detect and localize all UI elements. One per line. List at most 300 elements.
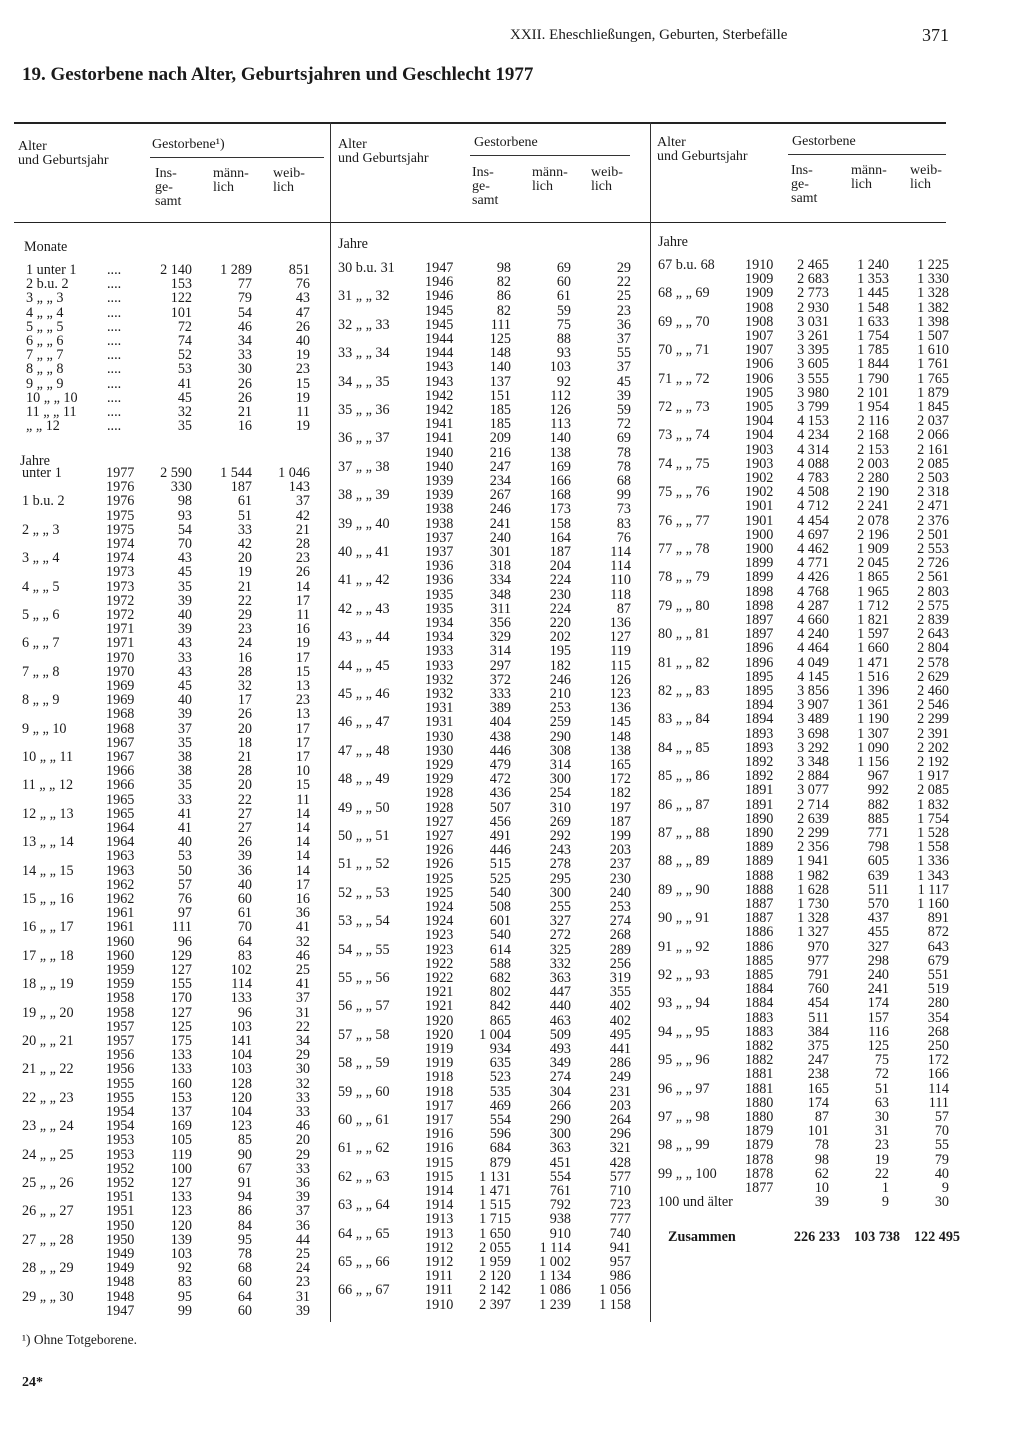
weiblich-cell: 1 558 [917,839,949,856]
weiblich-cell: 127 [609,629,631,646]
insgesamt-cell: 2 120 [479,1268,511,1285]
maennlich-cell: 19 [874,1151,889,1168]
birth-year-cell: 1906 [745,356,774,373]
maennlich-cell: 75 [874,1052,889,1069]
weiblich-cell: 203 [609,842,631,859]
birth-year-cell: 1932 [425,686,454,702]
maennlich-cell: 440 [549,998,571,1015]
age-cell: 15 „ „ 16 [22,891,74,907]
insgesamt-cell: 151 [489,387,511,404]
birth-year-cell: 1949 [106,1246,135,1262]
weiblich-cell: 1 507 [917,328,949,344]
insgesamt-cell: 1 941 [797,853,829,870]
weiblich-cell: 13 [295,678,310,694]
insgesamt-cell: 970 [807,938,829,955]
maennlich-cell: 29 [237,607,252,623]
weiblich-cell: 32 [295,933,310,950]
birth-year-cell: 1923 [425,941,454,958]
age-cell: 24 „ „ 25 [22,1146,74,1163]
weiblich-cell: 10 [295,763,310,780]
weiblich-cell: 19 [295,635,310,652]
birth-year-cell: 1948 [106,1288,135,1305]
insgesamt-cell: 446 [489,742,511,759]
maennlich-cell: 463 [549,1012,571,1029]
maennlich-cell: 158 [549,515,571,532]
insgesamt-cell: 535 [489,1083,511,1100]
weiblich-cell: 1 330 [917,271,949,288]
weiblich-cell: 11 [296,607,310,623]
leader-dots: .... [107,361,122,378]
weiblich-cell: 1 761 [917,356,949,373]
birth-year-cell: 1919 [425,1041,454,1057]
weiblich-cell: 39 [295,1189,310,1206]
insgesamt-cell: 614 [489,941,511,958]
maennlich-cell: 64 [237,1288,252,1305]
maennlich-cell: 26 [237,834,252,851]
sheet-signature: 24* [22,1375,43,1390]
age-cell: 84 „ „ 85 [658,739,710,756]
weiblich-cell: 37 [616,359,631,376]
weiblich-cell: 2 471 [917,498,949,515]
maennlich-cell: 269 [549,813,571,830]
age-cell: 31 „ „ 32 [338,288,390,305]
insgesamt-cell: 33 [177,649,192,666]
section-label-jahre: Jahre [20,453,50,469]
table-title: 19. Gestorbene nach Alter, Geburtsjahren und Geschlecht 1977 [22,64,534,85]
insgesamt-cell: 334 [489,572,511,589]
birth-year-cell: 1908 [745,299,774,316]
birth-year-cell: 1886 [745,938,774,955]
weiblich-cell: 203 [609,1097,631,1114]
maennlich-cell: 885 [867,810,889,827]
age-cell: „ „ 12 [26,418,60,435]
weiblich-cell: 36 [295,1175,310,1191]
weiblich-cell: 1 336 [917,853,949,870]
maennlich-cell: 33 [237,521,252,538]
insgesamt-cell: 78 [814,1137,829,1154]
age-cell: 21 „ „ 22 [22,1061,74,1078]
birth-year-cell: 1959 [106,976,135,993]
birth-year-cell: 1945 [425,302,454,319]
insgesamt-cell: 4 712 [797,498,829,515]
insgesamt-cell: 45 [177,564,192,581]
age-cell: 26 „ „ 27 [22,1203,74,1220]
insgesamt-cell: 125 [170,1018,192,1035]
maennlich-cell: 103 [230,1018,252,1035]
maennlich-cell: 84 [237,1217,252,1234]
insgesamt-cell: 41 [177,820,192,836]
birth-year-cell: 1971 [106,635,135,652]
insgesamt-cell: 3 856 [797,683,829,699]
weiblich-cell: 37 [295,493,310,510]
birth-year-cell: 1899 [745,555,774,572]
weiblich-cell: 2 575 [917,597,949,614]
weiblich-cell: 551 [927,967,949,983]
insgesamt-cell: 356 [489,615,511,631]
birth-year-cell: 1913 [425,1211,454,1228]
birth-year-cell: 1913 [425,1225,454,1242]
insgesamt-cell: 865 [489,1012,511,1029]
birth-year-cell: 1969 [106,692,135,709]
maennlich-cell: 2 003 [857,455,889,472]
header-age-label: Alter und Geburtsjahr [18,139,109,168]
age-cell: 99 „ „ 100 [658,1165,717,1182]
birth-year-cell: 1904 [745,413,774,430]
insgesamt-cell: 38 [177,763,192,780]
weiblich-cell: 22 [616,274,631,291]
age-cell: 57 „ „ 58 [338,1026,390,1043]
birth-year-cell: 1974 [106,536,135,552]
maennlich-cell: 798 [867,839,889,856]
birth-year-cell: 1887 [745,896,774,912]
insgesamt-cell: 99 [177,1302,192,1319]
maennlich-cell: 88 [556,331,571,347]
maennlich-cell: 1 790 [857,370,889,387]
weiblich-cell: 143 [288,479,310,496]
age-cell: 32 „ „ 33 [338,316,390,333]
age-cell: 12 „ „ 13 [22,805,74,822]
weiblich-cell: 1 754 [917,810,949,827]
insgesamt-cell: 2 714 [797,796,829,813]
birth-year-cell: 1893 [745,725,774,742]
maennlich-cell: 42 [237,536,252,552]
maennlich-cell: 224 [549,600,571,617]
maennlich-cell: 1 821 [857,612,889,628]
birth-year-cell: 1954 [106,1104,135,1120]
insgesamt-cell: 1 004 [479,1026,511,1043]
birth-year-cell: 1917 [425,1112,454,1128]
insgesamt-cell: 4 697 [797,526,829,543]
age-cell: 40 „ „ 41 [338,544,390,560]
insgesamt-cell: 1 730 [797,896,829,912]
age-cell: 83 „ „ 84 [658,711,710,728]
weiblich-cell: 22 [295,1018,310,1035]
maennlich-cell: 259 [549,714,571,731]
birth-year-cell: 1890 [745,810,774,827]
running-header [0,27,1024,57]
maennlich-cell: 1 785 [857,342,889,359]
weiblich-cell: 1 528 [917,825,949,841]
maennlich-cell: 182 [549,657,571,674]
insgesamt-cell: 39 [814,1194,829,1211]
header-insgesamt: Ins- ge- samt [472,165,499,208]
weiblich-cell: 2 318 [917,484,949,501]
maennlich-cell: 967 [867,768,889,785]
insgesamt-cell: 1 959 [479,1254,511,1270]
maennlich-cell: 16 [237,418,252,435]
insgesamt-cell: 1 515 [479,1197,511,1214]
age-cell: 65 „ „ 66 [338,1254,390,1270]
birth-year-cell: 1940 [425,458,454,475]
maennlich-cell: 102 [230,962,252,978]
weiblich-cell: 45 [616,373,631,390]
maennlich-cell: 363 [549,1140,571,1157]
insgesamt-cell: 62 [814,1165,829,1182]
insgesamt-cell: 842 [489,998,511,1015]
age-cell: 90 „ „ 91 [658,910,710,927]
birth-year-cell: 1969 [106,678,135,694]
weiblich-cell: 17 [295,592,310,609]
birth-year-cell: 1931 [425,700,454,717]
birth-year-cell: 1942 [425,402,454,418]
birth-year-cell: 1959 [106,962,135,978]
leader-dots: .... [107,347,122,364]
birth-year-cell: 1907 [745,328,774,344]
birth-year-cell: 1946 [425,288,454,305]
insgesamt-cell: 3 489 [797,711,829,728]
age-cell: 8 „ „ 8 [26,361,64,378]
weiblich-cell: 33 [295,1160,310,1177]
weiblich-cell: 495 [609,1026,631,1043]
insgesamt-cell: 2 356 [797,839,829,856]
table-header-rule [14,222,946,223]
maennlich-cell: 27 [237,805,252,822]
insgesamt-cell: 314 [489,643,511,660]
header-age-label: Alter und Geburtsjahr [338,137,429,166]
insgesamt-cell: 92 [177,1260,192,1277]
age-cell: 13 „ „ 14 [22,834,74,851]
weiblich-cell: 79 [934,1151,949,1168]
maennlich-cell: 28 [237,663,252,680]
weiblich-cell: 59 [616,402,631,418]
age-cell: 30 b.u. 31 [338,260,395,276]
birth-year-cell: 1943 [425,373,454,390]
maennlich-cell: 60 [237,891,252,907]
table-top-rule [14,122,946,124]
insgesamt-cell: 2 142 [479,1282,511,1299]
weiblich-cell: 148 [609,728,631,745]
birth-year-cell: 1895 [745,683,774,699]
maennlich-cell: 2 045 [857,555,889,572]
weiblich-cell: 2 192 [917,754,949,770]
birth-year-cell: 1933 [425,643,454,660]
age-cell: 69 „ „ 70 [658,313,710,330]
weiblich-cell: 14 [295,805,310,822]
insgesamt-cell: 348 [489,586,511,603]
maennlich-cell: 1 [881,1180,889,1196]
weiblich-cell: 402 [609,1012,631,1029]
weiblich-cell: 2 161 [917,441,949,458]
weiblich-cell: 28 [295,536,310,552]
weiblich-cell: 723 [609,1197,631,1214]
insgesamt-cell: 45 [177,678,192,694]
maennlich-cell: 447 [549,984,571,1001]
birth-year-cell: 1968 [106,706,135,723]
birth-year-cell: 1951 [106,1203,135,1220]
insgesamt-cell: 3 261 [797,328,829,344]
birth-year-cell: 1897 [745,626,774,643]
maennlich-cell: 22 [237,592,252,609]
birth-year-cell: 1905 [745,399,774,415]
insgesamt-cell: 35 [177,734,192,751]
maennlich-cell: 1 156 [857,754,889,770]
age-cell: 95 „ „ 96 [658,1052,710,1069]
weiblich-cell: 2 803 [917,583,949,600]
weiblich-cell: 2 037 [917,413,949,430]
insgesamt-cell: 35 [177,578,192,595]
birth-year-cell: 1901 [745,498,774,515]
insgesamt-cell: 802 [489,984,511,1001]
weiblich-cell: 199 [609,828,631,844]
insgesamt-cell: 3 031 [797,313,829,330]
age-cell: 17 „ „ 18 [22,947,74,964]
birth-year-cell: 1895 [745,668,774,685]
maennlich-cell: 292 [549,828,571,844]
birth-year-cell: 1958 [106,1004,135,1021]
maennlich-cell: 204 [549,558,571,575]
birth-year-cell: 1891 [745,782,774,799]
insgesamt-cell: 97 [177,905,192,922]
leader-dots: .... [107,375,122,392]
insgesamt-cell: 170 [170,990,192,1007]
birth-year-cell: 1924 [425,899,454,915]
maennlich-cell: 300 [549,771,571,788]
insgesamt-cell: 635 [489,1055,511,1072]
birth-year-cell: 1888 [745,867,774,884]
insgesamt-cell: 3 077 [797,782,829,799]
weiblich-cell: 319 [609,970,631,986]
maennlich-cell: 60 [237,1302,252,1319]
birth-year-cell: 1935 [425,586,454,603]
maennlich-cell: 2 101 [857,384,889,401]
birth-year-cell: 1886 [745,924,774,941]
weiblich-cell: 114 [610,544,631,560]
weiblich-cell: 37 [295,990,310,1007]
weiblich-cell: 29 [616,260,631,276]
weiblich-cell: 182 [609,785,631,802]
age-cell: 1 unter 1 [26,262,77,278]
maennlich-cell: 314 [549,757,571,773]
maennlich-cell: 18 [237,734,252,751]
insgesamt-cell: 123 [170,1203,192,1220]
insgesamt-cell: 554 [489,1112,511,1128]
weiblich-cell: 1 343 [917,867,949,884]
age-cell: 2 b.u. 2 [26,276,69,293]
birth-year-cell: 1880 [745,1109,774,1125]
weiblich-cell: 2 376 [917,512,949,529]
weiblich-cell: 72 [616,416,631,433]
insgesamt-cell: 684 [489,1140,511,1157]
insgesamt-cell: 318 [489,558,511,575]
weiblich-cell: 957 [609,1254,631,1270]
age-cell: 7 „ „ 8 [22,663,60,680]
insgesamt-cell: 3 980 [797,384,829,401]
age-cell: 33 „ „ 34 [338,345,390,362]
age-cell: 80 „ „ 81 [658,626,710,643]
birth-year-cell: 1920 [425,1026,454,1043]
insgesamt-cell: 469 [489,1097,511,1114]
birth-year-cell: 1906 [745,370,774,387]
weiblich-cell: 197 [609,799,631,816]
total-label: Zusammen [668,1229,736,1245]
maennlich-cell: 220 [549,615,571,631]
maennlich-cell: 1 353 [857,271,889,288]
maennlich-cell: 771 [867,825,889,841]
weiblich-cell: 23 [295,550,310,567]
birth-year-cell: 1953 [106,1132,135,1149]
birth-year-cell: 1953 [106,1146,135,1163]
maennlich-cell: 278 [549,856,571,873]
weiblich-cell: 19 [295,418,310,435]
maennlich-cell: 157 [867,1009,889,1026]
insgesamt-cell: 2 465 [797,257,829,273]
birth-year-cell: 1909 [745,285,774,302]
age-cell: 68 „ „ 69 [658,285,710,302]
birth-year-cell: 1947 [106,1302,135,1319]
age-cell: 64 „ „ 65 [338,1225,390,1242]
birth-year-cell: 1935 [425,600,454,617]
maennlich-cell: 455 [867,924,889,941]
weiblich-cell: 986 [609,1268,631,1285]
weiblich-cell: 872 [927,924,949,941]
maennlich-cell: 32 [237,678,252,694]
insgesamt-cell: 760 [807,981,829,998]
maennlich-cell: 332 [549,955,571,972]
birth-year-cell: 1882 [745,1052,774,1069]
maennlich-cell: 83 [237,947,252,964]
birth-year-cell: 1887 [745,910,774,927]
age-cell: 44 „ „ 45 [338,657,390,674]
weiblich-cell: 55 [616,345,631,362]
weiblich-cell: 39 [616,387,631,404]
insgesamt-cell: 3 698 [797,725,829,742]
birth-year-cell: 1955 [106,1089,135,1106]
birth-year-cell: 1960 [106,947,135,964]
insgesamt-cell: 791 [807,967,829,983]
birth-year-cell: 1901 [745,512,774,529]
birth-year-cell: 1900 [745,541,774,557]
insgesamt-cell: 329 [489,629,511,646]
birth-year-cell: 1883 [745,1023,774,1040]
birth-year-cell: 1922 [425,970,454,986]
insgesamt-cell: 3 907 [797,697,829,714]
insgesamt-cell: 2 397 [479,1296,511,1313]
age-cell: 98 „ „ 99 [658,1137,710,1154]
maennlich-cell: 1 239 [539,1296,571,1313]
weiblich-cell: 2 460 [917,683,949,699]
maennlich-cell: 26 [237,389,252,406]
maennlich-cell: 1 544 [220,465,252,481]
weiblich-cell: 268 [927,1023,949,1040]
insgesamt-cell: 4 234 [797,427,829,444]
header-subrule [788,154,946,155]
age-cell: 47 „ „ 48 [338,742,390,759]
weiblich-cell: 14 [295,848,310,865]
age-cell: unter 1 [22,465,62,481]
weiblich-cell: 11 [296,791,310,808]
insgesamt-cell: 508 [489,899,511,915]
birth-year-cell: 1939 [425,487,454,504]
birth-year-cell: 1963 [106,862,135,879]
header-age-label: Alter und Geburtsjahr [657,135,748,164]
age-cell: 10 „ „ 11 [22,749,74,765]
weiblich-cell: 40 [934,1165,949,1182]
maennlich-cell: 123 [230,1118,252,1135]
birth-year-cell: 1966 [106,763,135,780]
maennlich-cell: 22 [237,791,252,808]
age-cell: 91 „ „ 92 [658,938,710,955]
age-cell: 6 „ „ 6 [26,333,64,349]
weiblich-cell: 31 [295,1288,310,1305]
insgesamt-cell: 70 [177,536,192,552]
maennlich-cell: 290 [549,1112,571,1128]
maennlich-cell: 141 [230,1033,252,1049]
weiblich-cell: 30 [295,1061,310,1078]
age-cell: 1 b.u. 2 [22,493,65,510]
maennlich-cell: 2 196 [857,526,889,543]
insgesamt-cell: 96 [177,933,192,950]
insgesamt-cell: 148 [489,345,511,362]
